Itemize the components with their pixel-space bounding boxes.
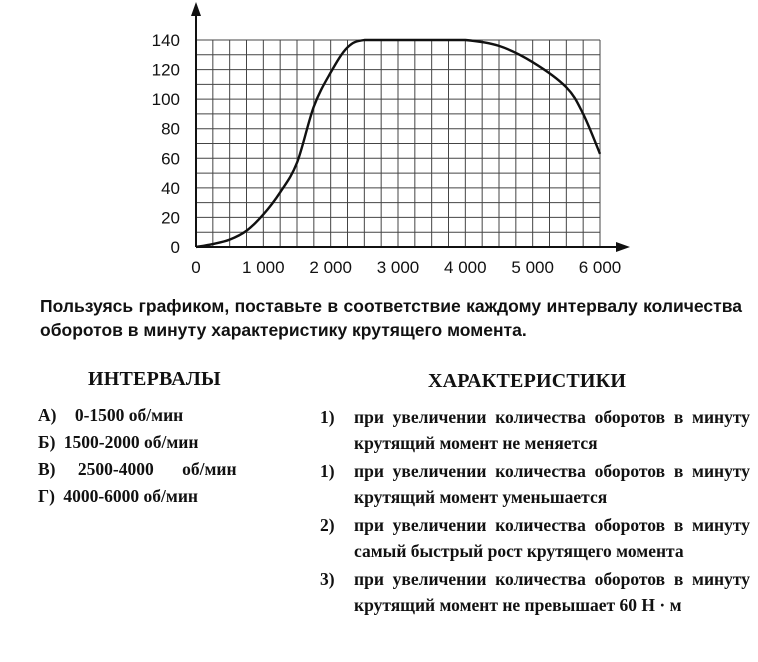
characteristic-item — [320, 512, 750, 564]
characteristics-list — [320, 404, 750, 620]
characteristic-number: 1) — [320, 461, 335, 481]
interval-text: 4000-6000 об/мин — [63, 486, 198, 506]
characteristic-number: 2) — [320, 515, 335, 535]
characteristic-number: 3) — [320, 569, 335, 589]
y-tick-label: 20 — [161, 208, 180, 228]
y-tick-label: 80 — [161, 119, 180, 139]
x-tick-label: 6 000 — [578, 258, 622, 277]
y-tick-label: 0 — [170, 238, 180, 257]
y-tick-labels — [152, 31, 180, 257]
interval-item-v — [38, 456, 298, 483]
characteristic-text: при увеличении количества оборотов в минуту крутящий момент не меняется — [354, 407, 750, 453]
interval-item-a — [38, 402, 298, 429]
characteristic-item — [320, 458, 750, 510]
interval-label: В) — [38, 459, 56, 479]
instruction-text: Пользуясь графиком, поставьте в соответствие каждому интервалу количества оборотов в минуту характеристику крутящего момента. — [40, 296, 742, 340]
y-tick-label: 60 — [161, 149, 180, 169]
x-tick-label: 0 — [191, 258, 201, 277]
characteristic-text: при увеличении количества оборотов в минуту крутящий момент не превышает 60 Н · м — [354, 569, 750, 615]
interval-text: 2500-4000 об/мин — [77, 459, 237, 479]
intervals-list — [38, 402, 298, 510]
x-tick-label: 5 000 — [511, 258, 554, 277]
characteristic-number: 1) — [320, 407, 335, 427]
torque-chart — [0, 0, 758, 290]
x-tick-label: 2 000 — [309, 258, 352, 277]
intervals-heading: ИНТЕРВАЛЫ — [88, 368, 221, 390]
x-tick-label: 4 000 — [444, 258, 487, 277]
characteristic-text: при увеличении количества оборотов в минуту самый быстрый рост крутящего момента — [354, 515, 750, 561]
y-axis-arrow — [191, 2, 201, 16]
chart-grid — [196, 40, 600, 247]
x-tick-label: 1 000 — [242, 258, 285, 277]
characteristic-item — [320, 566, 750, 618]
interval-item-g — [38, 483, 298, 510]
y-tick-label: 120 — [151, 60, 180, 80]
x-axis-arrow — [616, 242, 630, 252]
characteristics-heading: ХАРАКТЕРИСТИКИ — [428, 370, 627, 392]
interval-item-b — [38, 429, 298, 456]
interval-text: 1500-2000 об/мин — [63, 432, 199, 452]
y-tick-label: 140 — [151, 31, 180, 50]
y-tick-label: 100 — [151, 90, 180, 110]
interval-label: А) — [38, 405, 57, 425]
interval-label: Г) — [38, 486, 55, 506]
interval-text: 0-1500 об/мин — [74, 405, 184, 425]
y-tick-label: 40 — [161, 178, 180, 198]
characteristic-text: при увеличении количества оборотов в минуту крутящий момент уменьшается — [354, 461, 750, 507]
x-tick-labels — [191, 258, 621, 277]
interval-label: Б) — [38, 432, 56, 452]
x-tick-label: 3 000 — [376, 258, 420, 277]
characteristic-item — [320, 404, 750, 456]
